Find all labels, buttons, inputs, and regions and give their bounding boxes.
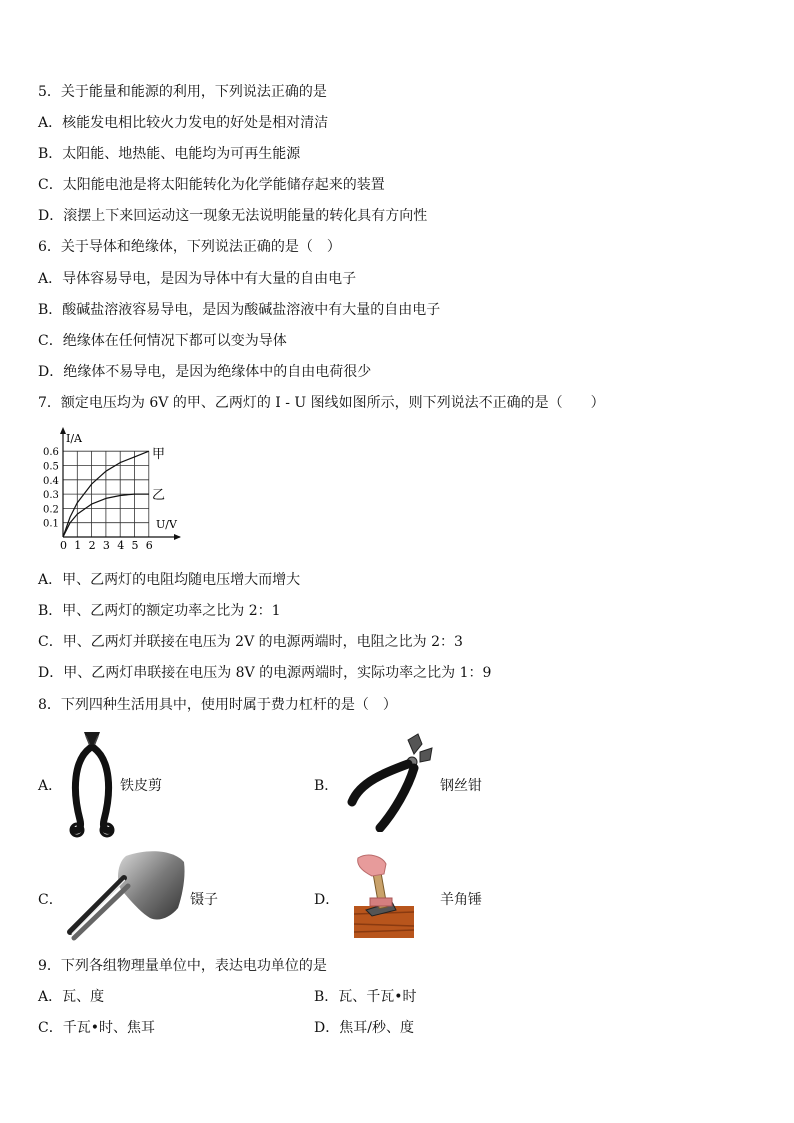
q5-option-d: D．滚摆上下来回运动这一现象无法说明能量的转化具有方向性: [38, 208, 428, 224]
x-tick-label: 1: [74, 539, 82, 552]
q7-stem: 7．额定电压均为 6V 的甲、乙两灯的 I - U 图线如图所示，则下列说法不正确的是（ ）: [38, 395, 605, 411]
q5-option-c: C．太阳能电池是将太阳能转化为化学能储存起来的装置: [38, 177, 385, 193]
q8-option-a-letter: A．: [38, 778, 63, 794]
x-tick-label: 4: [117, 539, 125, 552]
graph-x-axis-label: U/V: [156, 518, 177, 531]
graph-y-axis-label: I/A: [66, 432, 82, 445]
q5-option-a: A．核能发电相比较火力发电的好处是相对清洁: [38, 115, 329, 131]
tin-snips-icon: [66, 730, 116, 838]
y-tick-label: 0.1: [43, 518, 59, 530]
q9-option-a: A．瓦、度: [38, 989, 105, 1005]
x-tick-label: 5: [131, 539, 139, 552]
y-tick-label: 0.6: [43, 447, 59, 459]
q5-stem: 5．关于能量和能源的利用，下列说法正确的是: [38, 84, 327, 100]
q6-option-a: A．导体容易导电，是因为导体中有大量的自由电子: [38, 271, 357, 287]
pliers-icon: [346, 732, 436, 832]
x-tick-label: 6: [145, 539, 153, 552]
y-tick-label: 0.2: [43, 504, 59, 516]
y-tick-label: 0.5: [43, 461, 59, 473]
curve-jia-label: 甲: [152, 447, 166, 462]
q7-option-d: D．甲、乙两灯串联接在电压为 8V 的电源两端时，实际功率之比为 1：9: [38, 665, 492, 681]
tweezers-icon: [66, 848, 188, 944]
q8-stem: 8．下列四种生活用具中，使用时属于费力杠杆的是（ ）: [38, 697, 397, 713]
q5-option-b: B．太阳能、地热能、电能均为可再生能源: [38, 146, 301, 162]
y-tick-label: 0.4: [43, 475, 59, 487]
curve-yi-label: 乙: [152, 488, 166, 503]
q8-option-d-name: 羊角锤: [440, 892, 482, 908]
q7-option-a: A．甲、乙两灯的电阻均随电压增大而增大: [38, 572, 301, 588]
q7-option-c: C．甲、乙两灯并联接在电压为 2V 的电源两端时，电阻之比为 2：3: [38, 634, 463, 650]
q6-option-d: D．绝缘体不易导电，是因为绝缘体中的自由电荷很少: [38, 364, 372, 380]
q8-option-c-letter: C．: [38, 892, 63, 908]
q8-option-c-name: 镊子: [190, 892, 218, 908]
iu-graph: [38, 424, 188, 554]
graph-tick-labels: [43, 447, 153, 552]
x-tick-label: 0: [60, 539, 67, 552]
q6-stem: 6．关于导体和绝缘体，下列说法正确的是（ ）: [38, 239, 341, 255]
q8-option-b-name: 钢丝钳: [440, 778, 482, 794]
y-tick-label: 0.3: [43, 490, 59, 502]
q9-option-b: B．瓦、千瓦•时: [314, 989, 417, 1005]
q9-option-d: D．焦耳/秒、度: [314, 1020, 414, 1036]
x-tick-label: 2: [88, 539, 96, 552]
q6-option-c: C．绝缘体在任何情况下都可以变为导体: [38, 333, 287, 349]
q6-option-b: B．酸碱盐溶液容易导电，是因为酸碱盐溶液中有大量的自由电子: [38, 302, 441, 318]
q8-option-a-name: 铁皮剪: [120, 778, 162, 794]
q9-option-c: C．千瓦•时、焦耳: [38, 1020, 155, 1036]
q8-option-d-letter: D．: [314, 892, 340, 908]
x-axis-arrow: [174, 534, 181, 540]
q7-option-b: B．甲、乙两灯的额定功率之比为 2：1: [38, 603, 281, 619]
claw-hammer-icon: [350, 852, 416, 940]
x-tick-label: 3: [102, 539, 110, 552]
q9-stem: 9．下列各组物理量单位中，表达电功单位的是: [38, 958, 327, 974]
q8-option-b-letter: B．: [314, 778, 339, 794]
